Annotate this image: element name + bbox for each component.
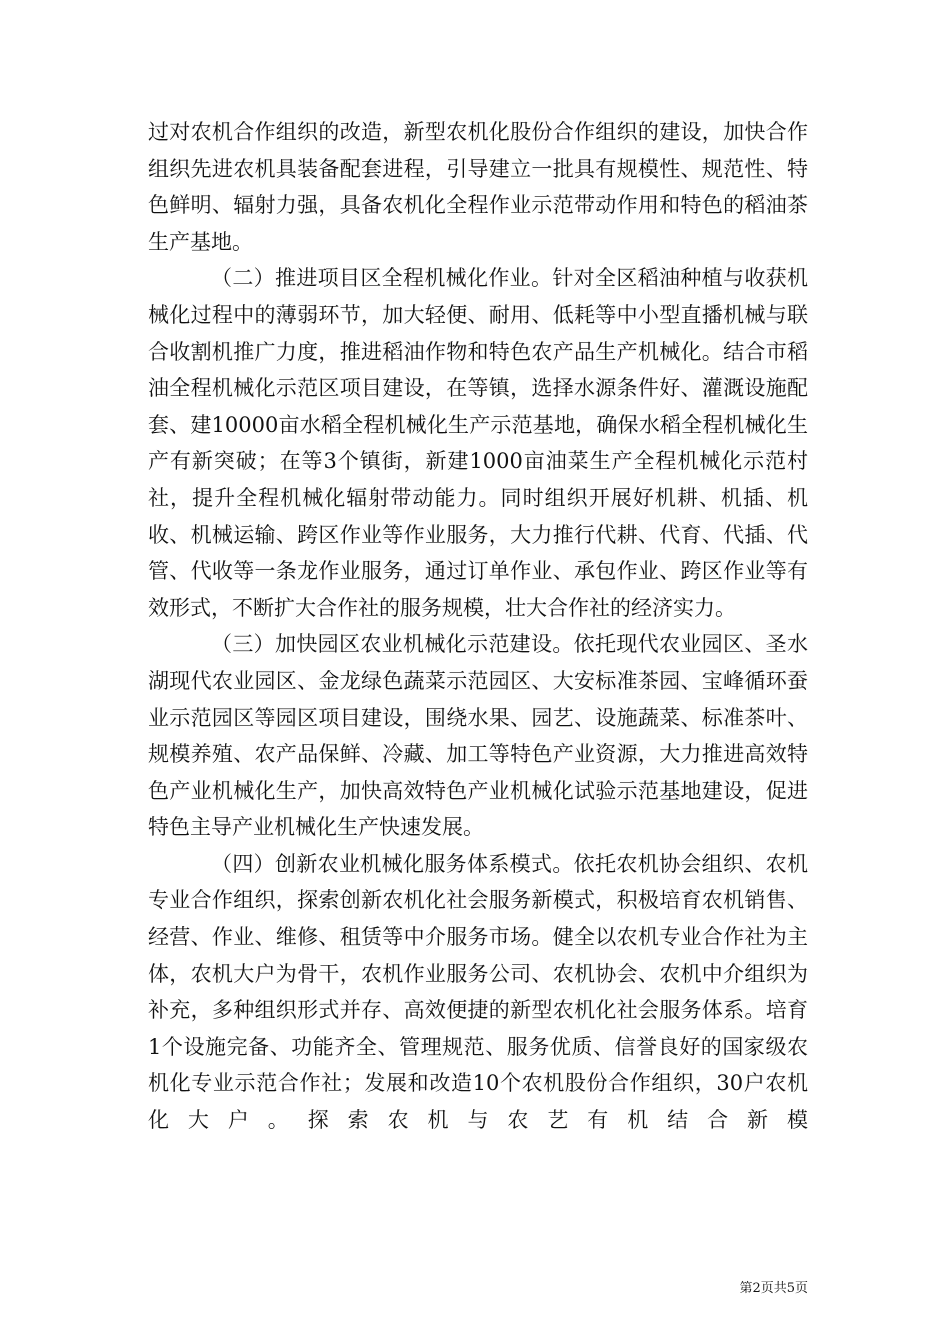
paragraph-continuation: 过对农机合作组织的改造，新型农机化股份合作组织的建设，加快合作组织先进农机具装备配套进程，引导建立一批具有规模性、规范性、特色鲜明、辐射力强，具备农机化全程作业示范带动作用和特色的稻油茶生产基地。 [148,120,808,254]
document-body [148,114,808,1139]
paragraph-section-4: （四）创新农业机械化服务体系模式。依托农机协会组织、农机专业合作组织，探索创新农机化社会服务新模式，积极培育农机销售、经营、作业、维修、租赁等中介服务市场。健全以农机专业合作社为主体，农机大户为骨干，农机作业服务公司、农机协会、农机中介组织为补充，多种组织形式并存、高效便捷的新型农机化社会服务体系。培育1个设施完备、功能齐全、管理规范、服务优质、信誉良好的国家级农机化专业示范合作社；发展和改造10个农机股份合作组织，30户农机化大户。探索农机与农艺有机结合新模 [148,851,808,1133]
paragraph-section-3: （三）加快园区农业机械化示范建设。依托现代农业园区、圣水湖现代农业园区、金龙绿色蔬菜示范园区、大安标准茶园、宝峰循环蚕业示范园区等园区项目建设，围绕水果、园艺、设施蔬菜、标准茶叶、规模养殖、农产品保鲜、冷藏、加工等特色产业资源，大力推进高效特色产业机械化生产，加快高效特色产业机械化试验示范基地建设，促进特色主导产业机械化生产快速发展。 [148,632,808,840]
paragraph-section-2: （二）推进项目区全程机械化作业。针对全区稻油种植与收获机械化过程中的薄弱环节，加大轻便、耐用、低耗等中小型直播机械与联合收割机推广力度，推进稻油作物和特色农产品生产机械化。结合市稻油全程机械化示范区项目建设，在等镇，选择水源条件好、灌溉设施配套、建10000亩水稻全程机械化生产示范基地，确保水稻全程机械化生产有新突破；在等3个镇街，新建1000亩油菜生产全程机械化示范村社，提升全程机械化辐射带动能力。同时组织开展好机耕、机插、机收、机械运输、跨区作业等作业服务，大力推行代耕、代育、代插、代管、代收等一条龙作业服务，通过订单作业、承包作业、跨区作业等有效形式，不断扩大合作社的服务规模，壮大合作社的经济实力。 [148,266,808,620]
page-number-footer: 第2页共5页 [739,1281,808,1296]
